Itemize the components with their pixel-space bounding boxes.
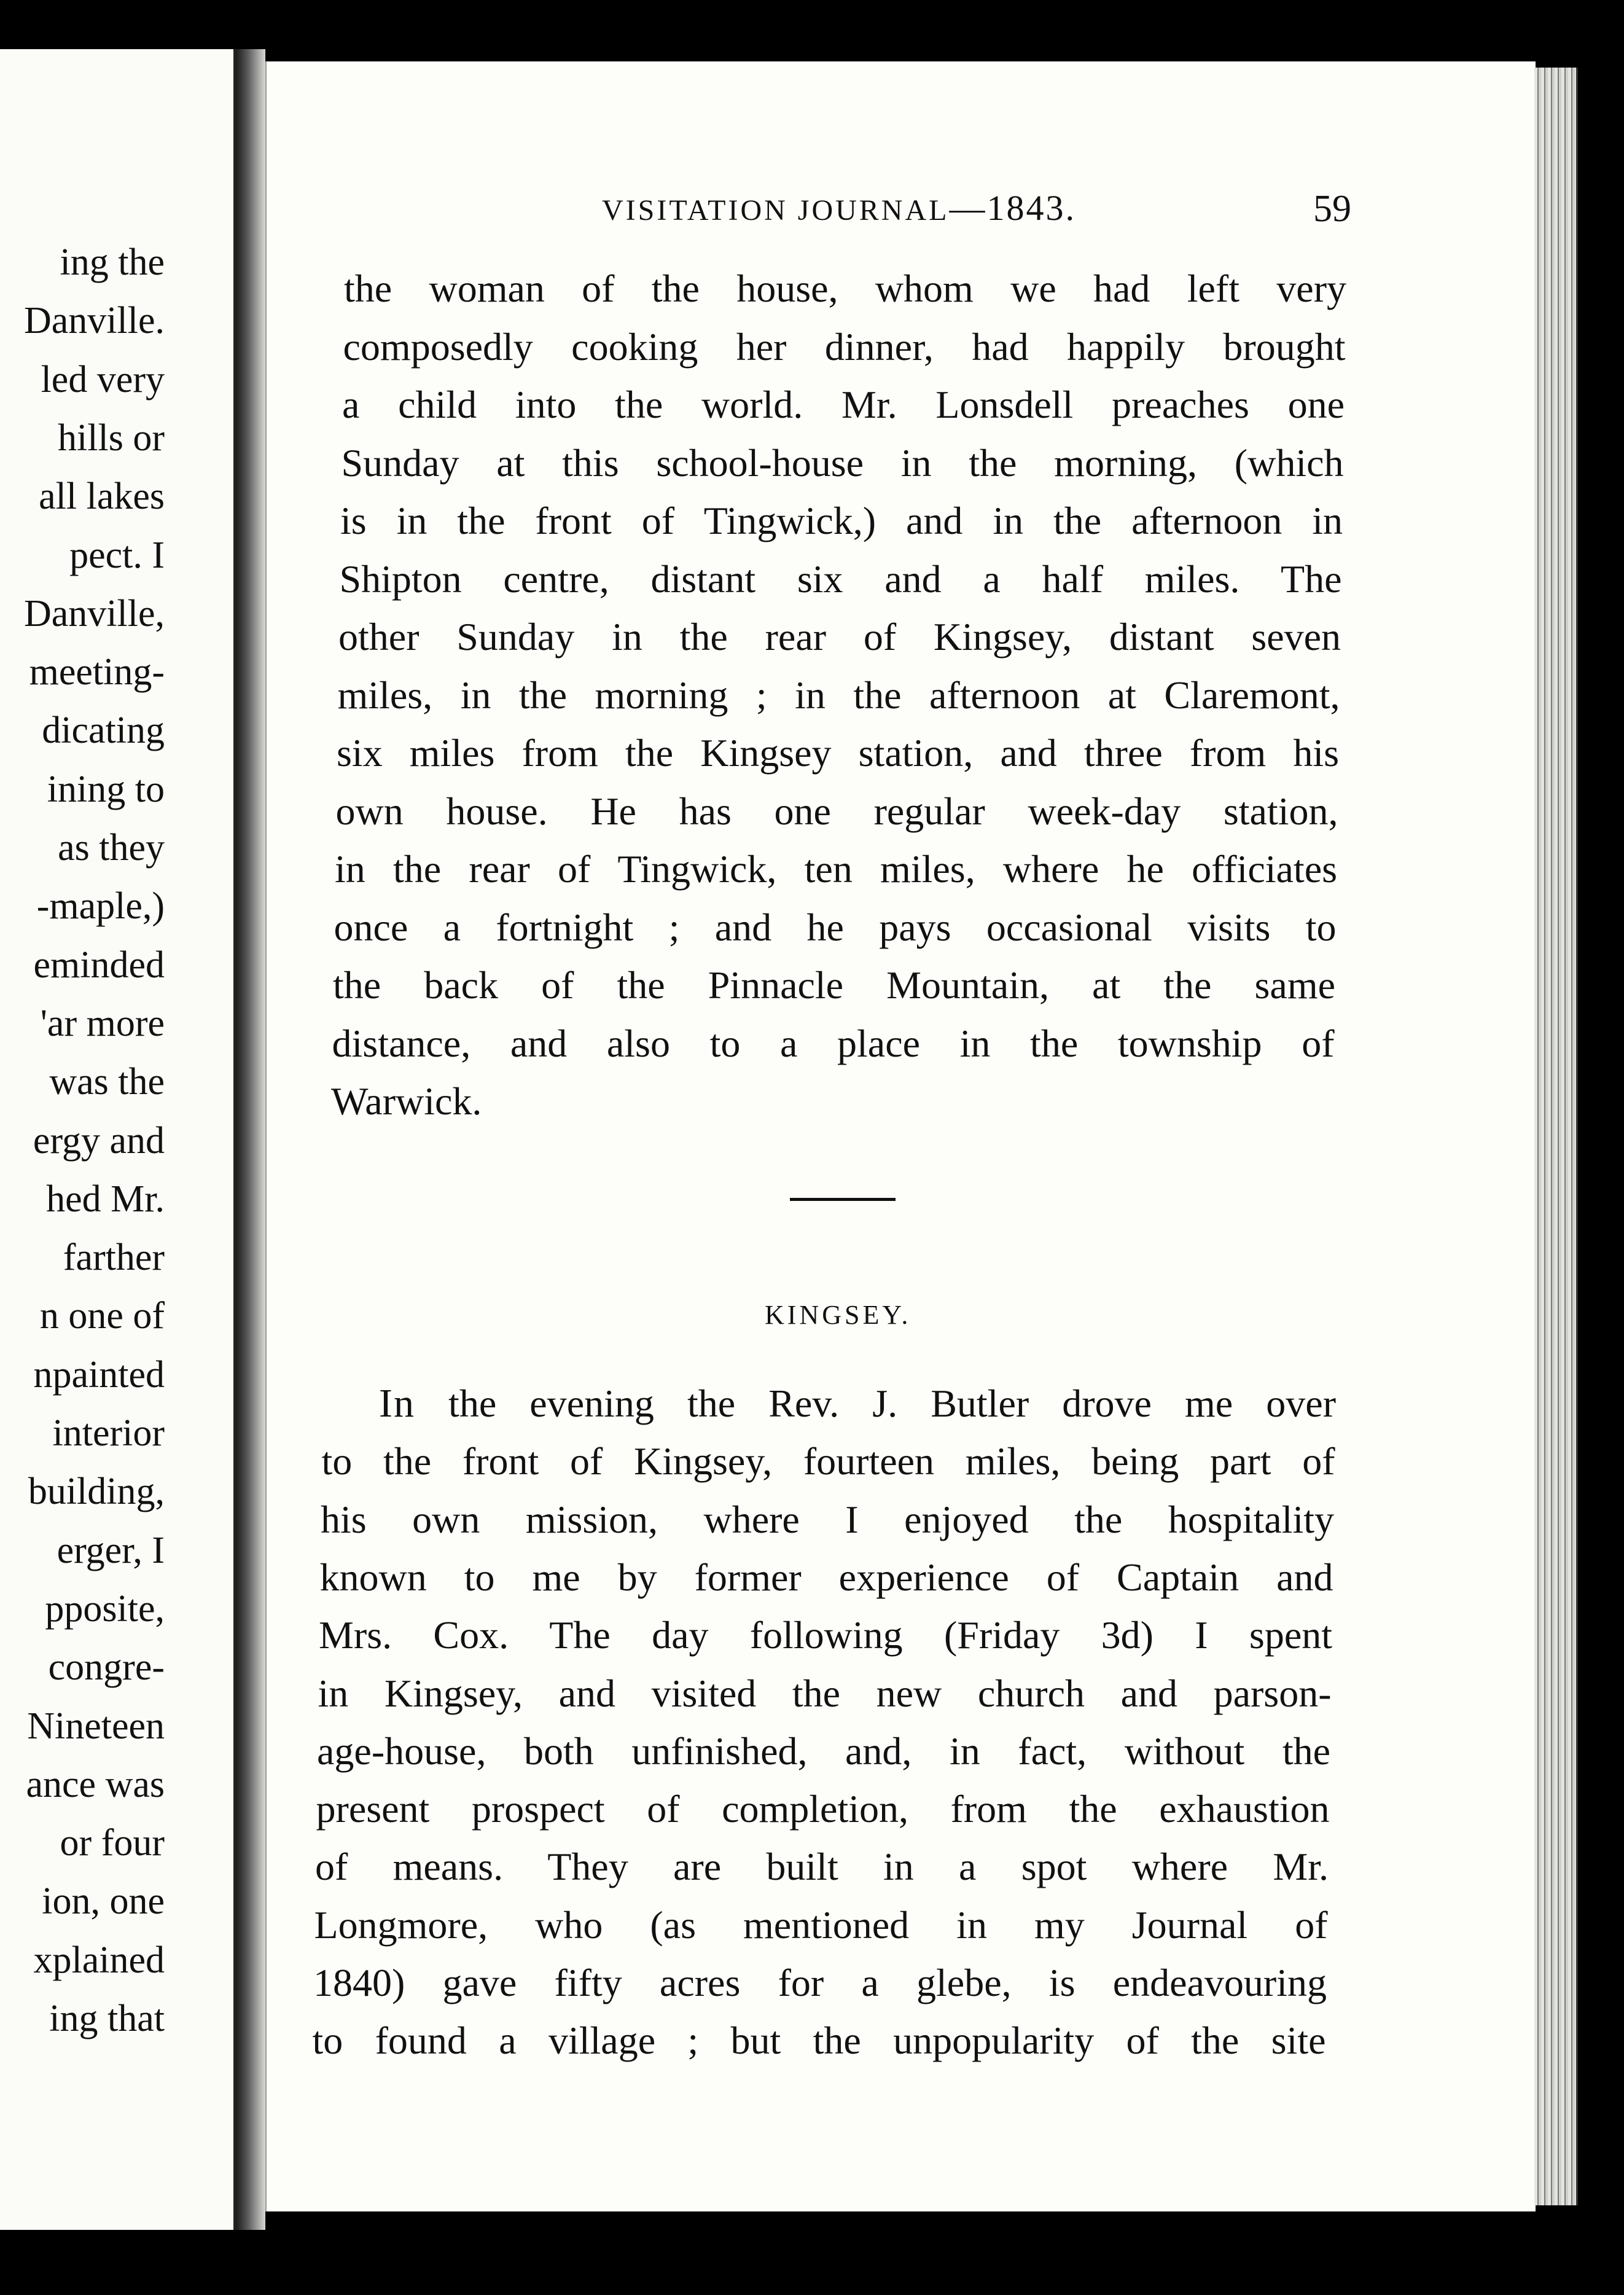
text-line: six miles from the Kingsey station, and three from his: [337, 731, 1339, 775]
left-page: [0, 49, 236, 2230]
text-line: of means. They are built in a spot where Mr.: [315, 1845, 1329, 1889]
left-page-line: Danville,: [24, 592, 165, 635]
text-line: in Kingsey, and visited the new church and parson-: [318, 1671, 1332, 1715]
text-line: Shipton centre, distant six and a half miles. The: [339, 557, 1342, 601]
text-line: Longmore, who (as mentioned in my Journal of: [314, 1902, 1328, 1947]
book-gutter: [236, 49, 265, 2230]
text-line: Warwick.: [331, 1079, 482, 1123]
text-line: In the evening the Rev. J. Butler drove me over: [379, 1381, 1336, 1426]
text-line: the woman of the house, whom we had left very: [344, 267, 1346, 310]
left-page-line: was the: [49, 1061, 165, 1103]
text-line: Sunday at this school-house in the morning, (which: [341, 440, 1344, 485]
left-page-line: building,: [28, 1471, 165, 1513]
text-line: his own mission, where I enjoyed the hospitality: [321, 1497, 1334, 1541]
running-title: VISITATION JOURNAL—1843.: [602, 188, 1076, 228]
text-line: present prospect of completion, from the exhaustion: [316, 1787, 1330, 1831]
left-page-line: 'ar more: [40, 1002, 165, 1044]
text-line: age-house, both unfinished, and, in fact, without the: [317, 1729, 1330, 1773]
left-page-line: ergy and: [33, 1119, 165, 1162]
section-heading: KINGSEY.: [765, 1300, 912, 1330]
left-page-line: as they: [58, 827, 165, 869]
text-line: Mrs. Cox. The day following (Friday 3d) I spent: [319, 1613, 1332, 1657]
text-line: to found a village ; but the unpopularity of the site: [312, 2019, 1326, 2063]
dropcap: In: [379, 1381, 415, 1426]
text-line: miles, in the morning ; in the afternoon at Claremont,: [337, 673, 1340, 717]
text-line: distance, and also to a place in the township of: [332, 1021, 1335, 1065]
left-page-line: ance was: [26, 1763, 165, 1805]
left-page-line: erger, I: [57, 1529, 165, 1571]
left-page-line: led very: [41, 358, 165, 401]
text-line: in the rear of Tingwick, ten miles, where he officiates: [335, 847, 1337, 891]
left-page-line: farther: [63, 1237, 165, 1279]
section-divider-rule: [790, 1198, 896, 1201]
text-line: a child into the world. Mr. Lonsdell preaches one: [342, 383, 1345, 426]
text-line: is in the front of Tingwick,) and in the afternoon in: [340, 499, 1343, 542]
left-page-line: ion, one: [42, 1880, 165, 1923]
left-page-line: all lakes: [39, 475, 165, 518]
page-edges: [1534, 68, 1578, 2205]
text-line: own house. He has one regular week-day station,: [335, 789, 1338, 833]
left-page-line: pect. I: [69, 534, 165, 576]
left-page-line: interior: [52, 1412, 165, 1454]
text-line: composedly cooking her dinner, had happily brought: [343, 324, 1346, 369]
text-line: to the front of Kingsey, fourteen miles, being part of: [321, 1439, 1335, 1484]
left-page-line: ining to: [47, 768, 165, 810]
left-page-line: congre-: [48, 1646, 165, 1689]
left-page-line: or four: [60, 1822, 165, 1864]
left-page-line: -maple,): [36, 885, 165, 928]
left-page-line: Danville.: [24, 300, 165, 342]
page-number: 59: [1313, 188, 1351, 230]
running-header: [332, 187, 1351, 243]
left-page-line: meeting-: [29, 651, 165, 694]
left-page-line: Nineteen: [27, 1705, 165, 1747]
text-line: 1840) gave fifty acres for a glebe, is endeavouring: [313, 1961, 1327, 2004]
left-page-line: hed Mr.: [46, 1178, 165, 1220]
left-page-line: ing that: [49, 1998, 165, 2039]
text-line: once a fortnight ; and he pays occasional visits to: [334, 905, 1337, 949]
left-page-line: pposite,: [45, 1587, 165, 1630]
left-page-line: ing the: [60, 241, 165, 283]
text-line: the back of the Pinnacle Mountain, at the same: [333, 963, 1335, 1007]
left-page-line: eminded: [33, 944, 165, 986]
left-page-line: xplained: [33, 1939, 165, 1981]
text-line: other Sunday in the rear of Kingsey, distant seven: [338, 615, 1341, 659]
left-page-line: npainted: [33, 1353, 165, 1396]
left-page-line: dicating: [42, 710, 165, 752]
text-line: known to me by former experience of Captain and: [319, 1555, 1333, 1599]
left-page-line: n one of: [39, 1295, 165, 1337]
left-page-line: hills or: [58, 416, 165, 459]
